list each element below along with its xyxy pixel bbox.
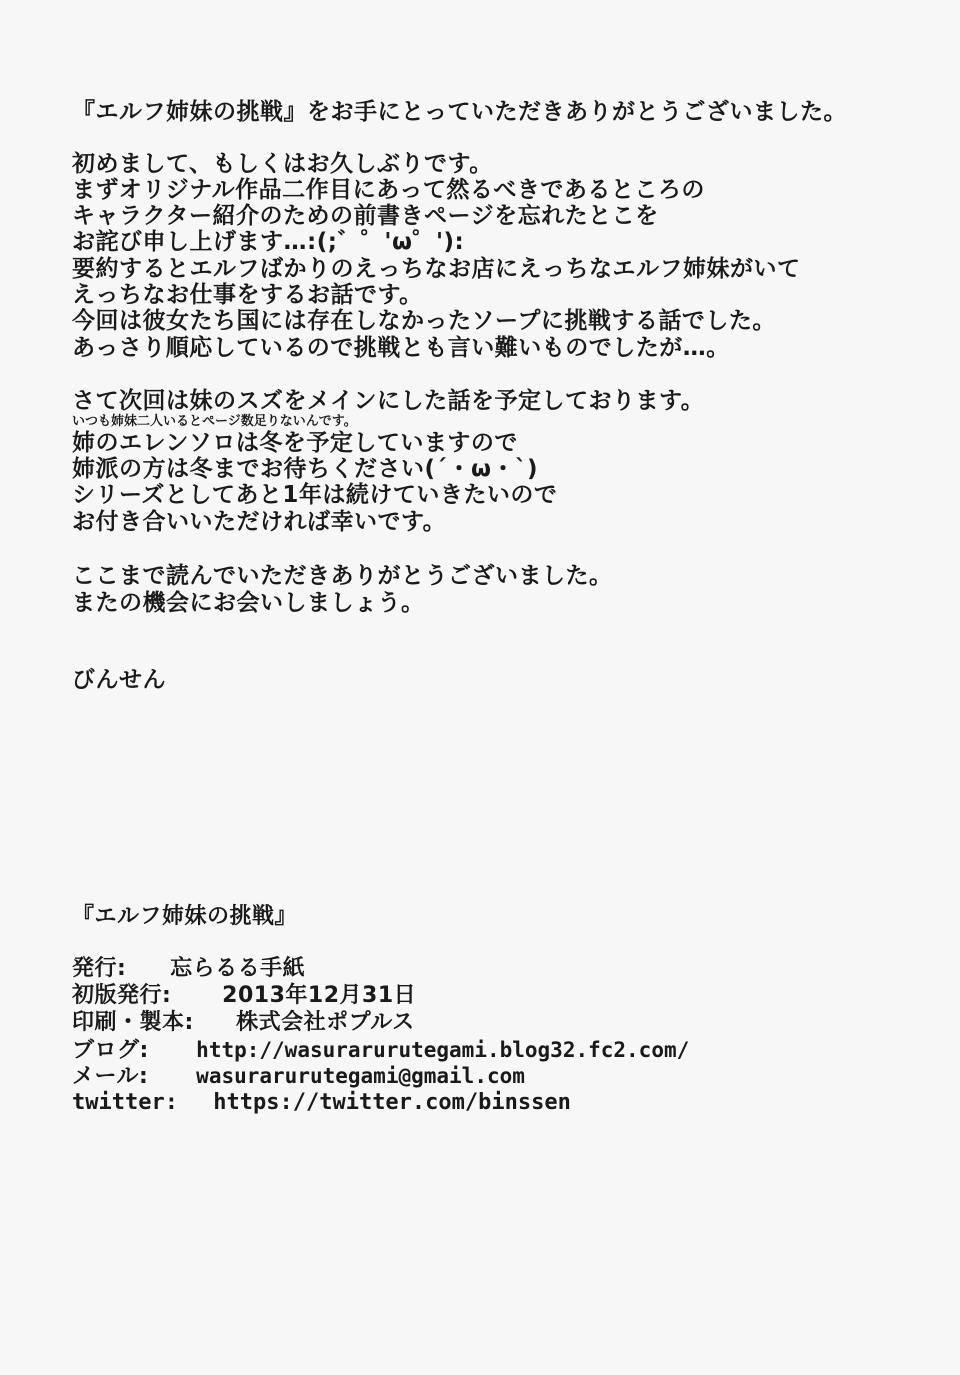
colophon-row-first-edition xyxy=(72,983,416,1009)
colophon-label: ブログ: xyxy=(72,1038,149,1063)
text-line: えっちなお仕事をするお話です。 xyxy=(72,282,423,308)
colophon-value: 株式会社ポプルス xyxy=(236,1010,415,1035)
text-line: またの機会にお会いしましょう。 xyxy=(72,590,425,616)
twitter-url: https://twitter.com/binssen xyxy=(213,1090,571,1115)
text-line: 姉のエレンソロは冬を予定していますので xyxy=(72,430,518,456)
text-line: さて次回は妹のスズをメインにした話を予定しております。 xyxy=(72,388,705,414)
colophon-row-twitter xyxy=(72,1090,571,1116)
colophon-title: 『エルフ姉妹の挑戦』 xyxy=(72,904,298,929)
colophon-row-printing xyxy=(72,1010,415,1036)
colophon-label: 印刷・製本: xyxy=(72,1010,194,1035)
text-line: 姉派の方は冬までお待ちください(´・ω・`) xyxy=(72,456,539,482)
colophon-value: 2013年12月31日 xyxy=(222,983,417,1008)
blog-url: http://wasurarurutegami.blog32.fc2.com/ xyxy=(196,1038,690,1062)
colophon-label: 発行: xyxy=(72,956,127,981)
signature: びんせん xyxy=(72,667,166,693)
text-line: まずオリジナル作品二作目にあって然るべきであるところの xyxy=(72,177,705,203)
text-line: キャラクター紹介のための前書きページを忘れたとこを xyxy=(72,203,659,229)
email-address: wasurarurutegami@gmail.com xyxy=(196,1064,525,1088)
text-line: ここまで読んでいただきありがとうございました。 xyxy=(72,563,613,589)
colophon-label: twitter: xyxy=(72,1090,178,1115)
text-line: お付き合いいただければ幸いです。 xyxy=(72,509,447,535)
colophon-row-mail xyxy=(72,1063,525,1090)
colophon-value: 忘らるる手紙 xyxy=(170,956,306,981)
text-line: 初めまして、もしくはお久しぶりです。 xyxy=(72,151,493,177)
colophon-label: メール: xyxy=(72,1064,149,1089)
text-line: 今回は彼女たち国には存在しなかったソープに挑戦する話でした。 xyxy=(72,308,776,334)
text-line: 要約するとエルフばかりのえっちなお店にえっちなエルフ姉妹がいて xyxy=(72,256,801,282)
small-note: いつも姉妹二人いるとページ数足りないんです。 xyxy=(72,414,357,429)
text-line: シリーズとしてあと1年は続けていきたいので xyxy=(72,482,558,508)
text-line: あっさり順応しているので挑戦とも言い難いものでしたが…。 xyxy=(72,335,730,361)
colophon-row-blog xyxy=(72,1037,689,1064)
colophon-row-publisher xyxy=(72,956,305,982)
colophon-label: 初版発行: xyxy=(72,983,172,1008)
text-line: お詫び申し上げます…:(;゛゜'ω゜'): xyxy=(72,229,465,255)
thanks-line: 『エルフ姉妹の挑戦』をお手にとっていただきありがとうございました。 xyxy=(72,99,848,125)
